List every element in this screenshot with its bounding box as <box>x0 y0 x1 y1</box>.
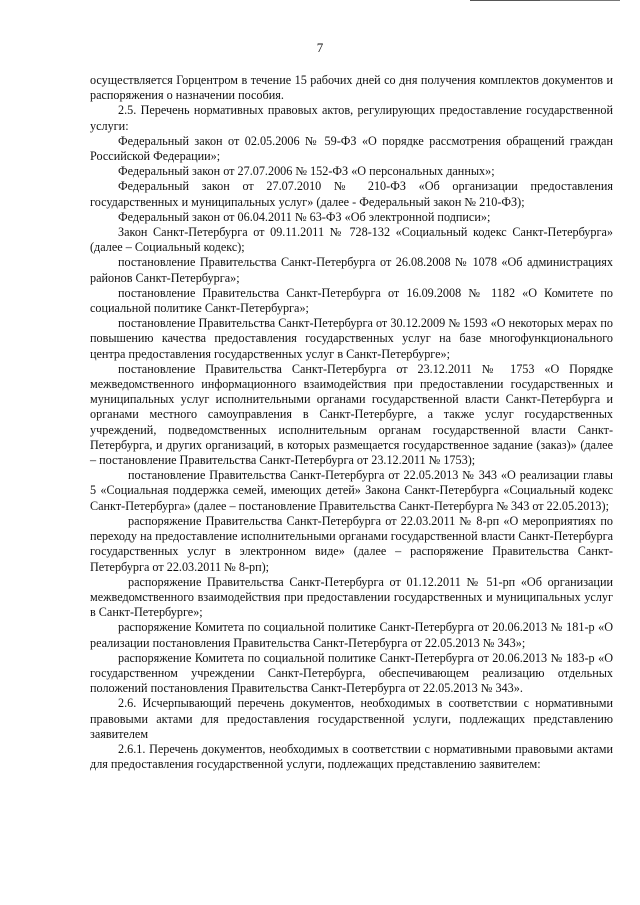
document-body <box>90 73 613 772</box>
paragraph-resolution-343: постановление Правительства Санкт-Петербурга от 22.05.2013 № 343 «О реализации главы 5 «Социальная поддержка семей, имеющих детей» Закона Санкт-Петербурга «Социальный кодекс Санкт-Петербурга» (далее – постановление Правительства Санкт-Петербурга № 343 от 22.05.2013); <box>90 468 613 513</box>
paragraph-law-210fz: Федеральный закон от 27.07.2010 № 210-ФЗ «Об организации предоставления государственных и муниципальных услуг» (далее - Федеральный закон № 210-ФЗ); <box>90 179 613 209</box>
paragraph-social-code: Закон Санкт-Петербурга от 09.11.2011 № 728-132 «Социальный кодекс Санкт-Петербурга» (далее – Социальный кодекс); <box>90 225 613 255</box>
paragraph-resolution-1753: постановление Правительства Санкт-Петербурга от 23.12.2011 № 1753 «О Порядке межведомственного информационного взаимодействия при предоставлении государственных и муниципальных услуг исполнительными органами государственной власти Санкт-Петербурга и органами местного самоуправления в Санкт-Петербурге, а также услуг государственных учреждений, подведомственных исполнительным органам государственной власти Санкт-Петербурга, и других организаций, в которых размещается государственное задание (заказ)» (далее – постановление Правительства Санкт-Петербурга от 23.12.2011 № 1753); <box>90 361 613 468</box>
paragraph-order-51rp: распоряжение Правительства Санкт-Петербурга от 01.12.2011 № 51-рп «Об организации межведомственного взаимодействия при предоставлении государственных и муниципальных услуг в Санкт-Петербурге»; <box>90 574 613 620</box>
paragraph-continuation: осуществляется Горцентром в течение 15 рабочих дней со дня получения комплектов документов и распоряжения о назначении пособия. <box>90 73 613 103</box>
paragraph-law-152fz: Федеральный закон от 27.07.2006 № 152-ФЗ «О персональных данных»; <box>118 164 495 179</box>
paragraph-resolution-1593: постановление Правительства Санкт-Петербурга от 30.12.2009 № 1593 «О некоторых мерах по повышению качества предоставления государственных услуг на базе многофункционального центра предоставления государственных услуг в Санкт-Петербурге»; <box>90 316 613 361</box>
paragraph-section-2-6-1: 2.6.1. Перечень документов, необходимых в соответствии с нормативными правовыми актами для предоставления государственной услуги, подлежащих представлению заявителем: <box>90 741 613 772</box>
top-edge-lines <box>470 0 620 3</box>
paragraph-law-59fz: Федеральный закон от 02.05.2006 № 59-ФЗ «О порядке рассмотрения обращений граждан Российской Федерации»; <box>90 133 613 164</box>
paragraph-order-8rp: распоряжение Правительства Санкт-Петербурга от 22.03.2011 № 8-рп «О мероприятиях по переходу на предоставление исполнительными органами государственной власти Санкт-Петербурга государственных услуг в электронном виде» (далее – распоряжение Правительства Санкт-Петербурга от 22.03.2011 № 8-рп); <box>90 513 613 574</box>
page-number: 7 <box>316 40 324 55</box>
paragraph-order-183r: распоряжение Комитета по социальной политике Санкт-Петербурга от 20.06.2013 № 183-р «О государственном учреждении Санкт-Петербурга, обеспечивающем реализацию отдельных положений постановления Правительства Санкт-Петербурга от 22.05.2013 № 343». <box>90 650 613 696</box>
paragraph-resolution-1078: постановление Правительства Санкт-Петербурга от 26.08.2008 № 1078 «Об администрациях районов Санкт-Петербурга»; <box>90 255 613 285</box>
paragraph-section-2-6: 2.6. Исчерпывающий перечень документов, необходимых в соответствии с нормативными правовыми актами для предоставления государственной услуги, подлежащих представлению заявителем <box>90 696 613 741</box>
paragraph-order-181r: распоряжение Комитета по социальной политике Санкт-Петербурга от 20.06.2013 № 181-р «О реализации постановления Правительства Санкт-Петербурга от 22.05.2013 № 343»; <box>90 620 613 650</box>
paragraph-resolution-1182: постановление Правительства Санкт-Петербурга от 16.09.2008 № 1182 «О Комитете по социальной политике Санкт-Петербурга»; <box>90 285 613 316</box>
paragraph-law-63fz: Федеральный закон от 06.04.2011 № 63-ФЗ «Об электронной подписи»; <box>118 209 491 224</box>
paragraph-section-2-5: 2.5. Перечень нормативных правовых актов, регулирующих предоставление государственной услуги: <box>90 103 613 133</box>
